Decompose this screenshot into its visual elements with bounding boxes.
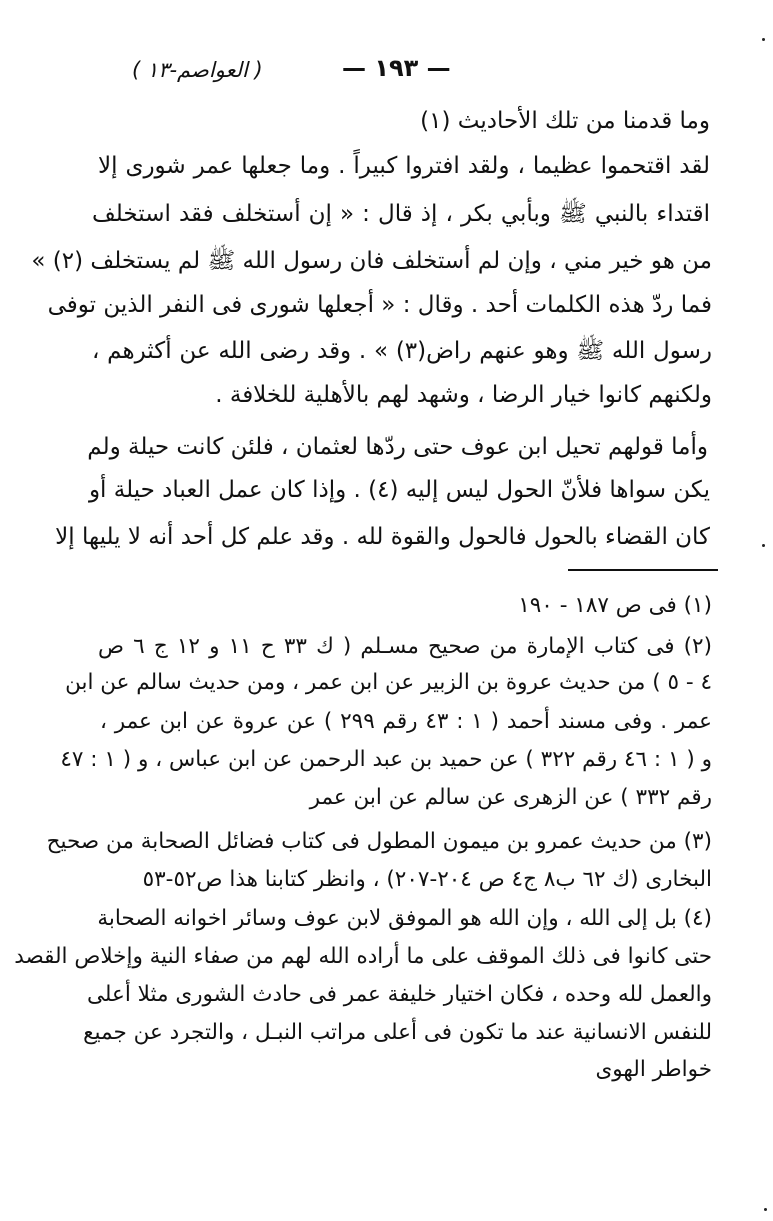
text-line: فما ردّ هذه الكلمات أحد . وقال : « أجعلها شورى فى النفر الذين توفى xyxy=(47,292,712,318)
footnote-line: البخارى (ك ٦٢ ب٨ ج٤ ص ٢٠٤-٢٠٧) ، وانظر كتابنا هذا ص٥٢-٥٣ xyxy=(142,867,712,892)
footnote-line: رقم ٣٣٢ ) عن الزهرى عن سالم عن ابن عمر xyxy=(309,785,712,810)
footnote-line: للنفس الانسانية عند ما تكون فى أعلى مراتب النبـل ، والتجرد عن جميع xyxy=(83,1020,712,1045)
text-line: يكن سواها فلأنّ الحول ليس إليه (٤) . وإذا كان عمل العباد حيلة أو xyxy=(88,477,710,503)
footnote-divider xyxy=(568,569,718,571)
footnote-line: والعمل لله وحده ، فكان اختيار خليفة عمر فى حادث الشورى مثلا أعلى xyxy=(87,982,712,1007)
page-number: — ١٩٣ — xyxy=(342,54,451,82)
text-line: ولكنهم كانوا خيار الرضا ، وشهد لهم بالأهلية للخلافة . xyxy=(215,382,712,408)
footnote-line: (٢) فى كتاب الإمارة من صحيح مسـلم ( ك ٣٣ ح ١١ و ١٢ ج ٦ ص xyxy=(98,634,712,659)
running-title: ( العواصم-١٣ ) xyxy=(132,58,263,82)
text-line: وما قدمنا من تلك الأحاديث (١) xyxy=(420,108,710,134)
footnote-line: و ( ١ : ٤٦ رقم ٣٢٢ ) عن حميد بن عبد الرحمن عن ابن عباس ، و ( ١ : ٤٧ xyxy=(60,747,712,772)
text-line: كان القضاء بالحول فالحول والقوة لله . وقد علم كل أحد أنه لا يليها إلا xyxy=(55,524,710,550)
scan-speck xyxy=(764,1208,767,1211)
scan-speck xyxy=(762,544,765,547)
scan-speck xyxy=(762,38,765,41)
text-line: من هو خير مني ، وإن لم أستخلف فان رسول الله ﷺ لم يستخلف (٢) » xyxy=(31,248,712,274)
text-line: وأما قولهم تحيل ابن عوف حتى ردّها لعثمان ، فلئن كانت حيلة ولم xyxy=(87,434,708,460)
footnote-line: (٣) من حديث عمرو بن ميمون المطول فى كتاب فضائل الصحابة من صحيح xyxy=(46,829,712,854)
footnote-line: خواطر الهوى xyxy=(595,1057,712,1082)
text-line: لقد اقتحموا عظيما ، ولقد افتروا كبيراً . وما جعلها عمر شورى إلا xyxy=(98,153,710,179)
footnote-line: حتى كانوا فى ذلك الموقف على ما أراده الله لهم من صفاء النية وإخلاص القصد xyxy=(14,944,712,969)
footnote-line: عمر . وفى مسند أحمد ( ١ : ٤٣ رقم ٢٩٩ ) عن عروة عن ابن عمر ، xyxy=(100,709,713,734)
footnote-line: (١) فى ص ١٨٧ - ١٩٠ xyxy=(518,593,712,618)
text-line: اقتداء بالنبي ﷺ وبأبي بكر ، إذ قال : « إن أستخلف فقد استخلف xyxy=(92,201,710,227)
text-line: رسول الله ﷺ وهو عنهم راض(٣) » . وقد رضى الله عن أكثرهم ، xyxy=(92,338,713,364)
footnote-line: (٤) بل إلى الله ، وإن الله هو الموفق لابن عوف وسائر اخوانه الصحابة xyxy=(97,906,712,931)
footnote-line: ٤ - ٥ ) من حديث عروة بن الزبير عن ابن عمر ، ومن حديث سالم عن ابن xyxy=(65,670,712,695)
